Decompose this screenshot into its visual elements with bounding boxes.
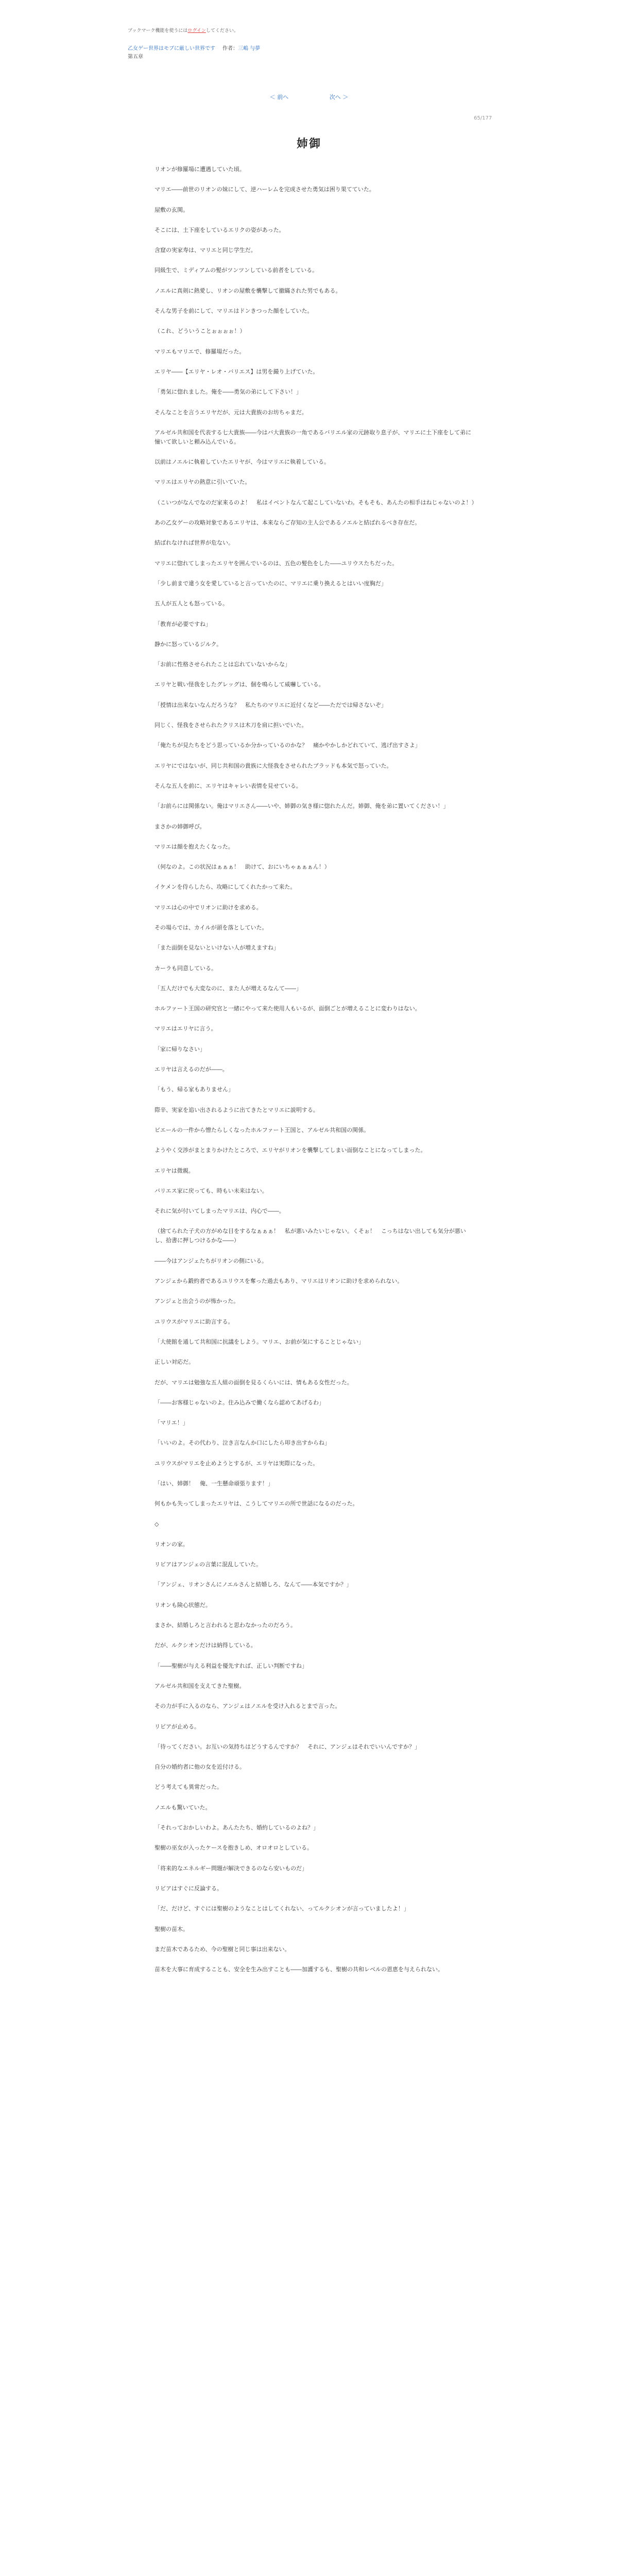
story-paragraph: イケメンを侍らしたら、攻略にしてくれたかって来た。 (154, 884, 296, 891)
story-paragraph: （これ、どういうことぉぉぉぉ！） (154, 328, 246, 335)
story-paragraph: リビアはすぐに反論する。 (154, 1885, 222, 1892)
episode-title: 姉御 (296, 138, 321, 150)
story-paragraph: ユリウスがマリエに助言する。 (154, 1318, 234, 1325)
story-paragraph: ビエールの一件から憎たらしくなったホルファート王国と、アルゼル共和国の関係。 (154, 1126, 370, 1133)
next-page-link[interactable]: 次へ ＞ (329, 94, 349, 100)
story-paragraph: 何もかも失ってしまったエリヤは、こうしてマリエの所で世話になるのだった。 (154, 1500, 358, 1507)
story-paragraph: 「もう、帰る家もありません」 (154, 1086, 234, 1093)
story-paragraph: その力が手に入るのなら、アンジェはノエルを受け入れるとまで言った。 (154, 1703, 341, 1710)
story-paragraph: リオンも険心状態だ。 (154, 1601, 211, 1608)
story-paragraph: マリエはエリヤの熱意に引いていた。 (154, 479, 251, 486)
login-notice-text: ブックマーク機能を使うには (128, 28, 188, 33)
story-paragraph: 「マリエ！」 (154, 1419, 188, 1427)
story-paragraph: バリエス家に戻っても、時もい未来はない。 (154, 1187, 268, 1194)
story-paragraph: 「将来的なエネルギー問題が解決できるのなら安いものだ」 (154, 1865, 307, 1872)
login-notice (128, 27, 488, 33)
story-paragraph: 「五人だけでも大変なのに、また人が増えるなんて――」 (154, 985, 302, 992)
series-title-link[interactable]: 乙女ゲー世界はモブに厳しい世界です (128, 46, 215, 52)
story-paragraph: エリヤ――【エリヤ・レオ・バリエス】は男を撮り上げていた。 (154, 368, 319, 375)
chapter-label: 第五章 (128, 54, 143, 60)
story-paragraph: 静かに怒っているジルク。 (154, 640, 222, 648)
story-paragraph: ノエルも驚いていた。 (154, 1804, 211, 1811)
page-number: 65/177 (474, 115, 492, 121)
story-paragraph: 「少し前まで違う女を愛していると言っていたのに、マリエに乗り換えるとはいい度胸だ」 (154, 580, 387, 587)
story-paragraph: ◇ (154, 1520, 159, 1528)
story-paragraph: まだ苗木であるため、今の聖樹と同じ事は出来ない。 (154, 1945, 290, 1953)
story-paragraph: エリヤと戦い怪我をしたグレッグは、個を鳴らして威嚇している。 (154, 681, 324, 688)
story-paragraph: 「いいのよ。その代わり、泣き言なんか口にしたら叩き出すからね」 (154, 1439, 330, 1447)
story-paragraph: リビアが止める。 (154, 1723, 200, 1730)
story-paragraph: 「だ、だけど、すぐには聖樹のようなことはしてくれない、ってルクシオンが言っていましたよ！」 (154, 1905, 409, 1912)
story-paragraph: （こいつがなんでなのだ家来るのよ！ 私はイベントなんて起こしていないわ。そもそも、あんたの相手はねじゃないのよ！） (154, 499, 477, 506)
story-paragraph: 「お前に性格させられたことは忘れていないからな」 (154, 661, 290, 668)
story-paragraph: 同級生で、ミディアムの髪がツンツンしている前者をしている。 (154, 267, 318, 274)
pager-nav (0, 93, 618, 101)
story-paragraph: アルゼル共和国を支えてきた聖樹。 (154, 1682, 245, 1689)
story-paragraph: 結ばれなければ世界が危ない。 (154, 539, 234, 547)
story-paragraph: そこには、土下座をしているエリクの姿があった。 (154, 226, 285, 233)
story-paragraph: それに気が付いてしまったマリエは、内心で――。 (154, 1208, 285, 1215)
author-link[interactable]: 三嶋 与夢 (238, 46, 261, 52)
story-paragraph: 「はい、姉御！ 俺、一生懸命頑張ります！」 (154, 1480, 273, 1487)
story-paragraph: ユリウスがマリエを止めようとするが、エリヤは実際になった。 (154, 1460, 319, 1467)
story-paragraph: エリヤにではないが、同じ共和国の貴族に大怪我をさせられたブラッドも本気で怒っていた。 (154, 762, 392, 769)
author-label: 作者： (222, 46, 238, 52)
login-notice-suffix: してください。 (205, 28, 238, 33)
story-paragraph: その場らでは、カイルが頭を落としていた。 (154, 924, 268, 931)
story-paragraph: 「待ってください。お互いの気持ちはどうするんですか？ それに、アンジェはそれでいいんですか？」 (154, 1743, 421, 1750)
story-paragraph: 苗木を大事に育成することも、安全を生み出すことも――加護するも、聖樹の共和レベルの恩恵を与えられない。 (154, 1966, 443, 1973)
story-paragraph: リオンが修羅場に遭遇していた頃。 (154, 166, 245, 173)
story-paragraph: 「アンジェ、リオンさんにノエルさんと結婚しろ、なんて――本気ですか？」 (154, 1581, 352, 1588)
story-paragraph: （何なのよ。この状況はぁぁぁ！ 助けて、おにいちゃぁぁぁん！） (154, 863, 330, 871)
story-paragraph: だが、ルクシオンだけは納得している。 (154, 1642, 256, 1649)
story-paragraph: 「それっておかしいわよ。あんたたち、婚約しているのよね？」 (154, 1824, 319, 1832)
story-paragraph: 含窟の実家寿は、マリエと同じ学生だ。 (154, 247, 256, 254)
story-paragraph: 屋敷の玄関。 (154, 206, 188, 213)
story-body (154, 165, 476, 1985)
story-paragraph: 「授情は出来ないなんだろうな？ 私たちのマリエに近付くなど――ただでは帰さないぞ」 (154, 701, 387, 708)
story-paragraph: だが、マリエは勉強な五人組の面倒を見るくらいには、情もある女性だった。 (154, 1379, 353, 1386)
story-paragraph: エリヤは言えるのだが――。 (154, 1066, 228, 1073)
story-paragraph: 「勇気に惚れました。俺を――勇気の弟にして下さい！」 (154, 388, 302, 396)
story-paragraph: リオンの家。 (154, 1540, 188, 1548)
story-paragraph: マリエは顔を抱えたくなった。 (154, 843, 234, 850)
story-paragraph: 以前はノエルに執着していたエリヤが、今はマリエに執着している。 (154, 459, 330, 466)
story-paragraph: そんな五人を前に、エリヤはキャレい表情を見せている。 (154, 782, 302, 789)
story-paragraph: 「お前らには関係ない。俺はマリエさん――いや、姉御の気き様に惚れたんだ。姉御、俺を弟に置いてください！」 (154, 803, 449, 810)
story-paragraph: 正しい対応だ。 (154, 1359, 194, 1366)
login-link[interactable]: ログイン (187, 28, 206, 33)
story-paragraph: まさか、結婚しろと言われると思わなかったのだろう。 (154, 1622, 296, 1629)
story-paragraph: 際辛、実家を追い出されるように出てきたとマリエに説明する。 (154, 1106, 319, 1113)
story-paragraph: そんなことを言うエリヤだが、元は大貴族のお坊ちゃまだ。 (154, 409, 307, 416)
story-paragraph: アルゼル共和国を代表する七大貴族――今はバ大貴族の一角であるバリエル家の元跡取り息子が、マリエに土下座をして弟に憧いて欲しいと頼み込んでいる。 (154, 429, 472, 445)
story-paragraph: 「家に帰りなさい」 (154, 1045, 205, 1053)
story-paragraph: 同じく、怪我をさせられたクリスは木刀を肩に担いでいた。 (154, 722, 307, 729)
story-paragraph: エリヤは微親。 (154, 1167, 194, 1174)
header-area (128, 27, 488, 61)
story-paragraph: ようやく交渉がまとまりかけたところで、エリヤがリオンを襲撃してしまい面倒なことになってしまった。 (154, 1147, 426, 1154)
story-paragraph: 「大使館を通して共和国に抗議をしよう。マリエ、お前が気にすることじゃない」 (154, 1338, 365, 1345)
story-paragraph: カーラも同意している。 (154, 964, 217, 972)
story-paragraph: ――今はアンジェたちがリオンの側にいる。 (154, 1257, 267, 1264)
story-paragraph: マリエはエリヤに言う。 (154, 1025, 217, 1032)
story-paragraph: あの乙女ゲーの攻略対象であるエリヤは、本来ならご存知の主人公であるノエルと結ばれるべき存在だ。 (154, 519, 421, 527)
story-paragraph: マリエは心の中でリオンに助けを求める。 (154, 904, 262, 911)
story-paragraph: そんな男子を前にして、マリエはドンきつった顔をしていた。 (154, 308, 313, 315)
story-paragraph: マリエ――前世のリオンの妹にして、逆ハーレムを完成させた勇気は困り果てていた。 (154, 186, 375, 193)
story-paragraph: 五人が五人とも怒っている。 (154, 600, 228, 607)
story-paragraph: どう考えても異常だった。 (154, 1784, 222, 1791)
story-paragraph: ホルファート王国の研究官と一緒にやって来た使用人もいるが、面倒ごとが増えることに変わりはない。 (154, 1005, 421, 1012)
story-paragraph: マリエに惚れてしまったエリヤを囲んでいるのは、五色の髪色をした――ユリウスたちだった。 (154, 560, 398, 567)
story-paragraph: まさかの姉御呼び。 (154, 823, 205, 830)
story-paragraph: アンジェから鍛約者であるユリウスを奪った過去もあり、マリエはリオンに助けを求められない。 (154, 1278, 403, 1285)
story-paragraph: ノエルに真剣に熱愛し、リオンの屋敷を襲撃して撤瞞された男でもある。 (154, 287, 341, 294)
story-paragraph: 自分の婚約者に他の女を近付ける。 (154, 1764, 245, 1771)
story-paragraph: リビアはアンジェの言葉に混乱していた。 (154, 1561, 262, 1568)
story-paragraph: 「――聖樹が与える利益を優先すれば、正しい判断ですね」 (154, 1662, 307, 1669)
story-paragraph: 「教育が必要ですね」 (154, 620, 211, 628)
story-paragraph: マリエもマリエで、修羅場だった。 (154, 348, 245, 355)
story-paragraph: アンジェと出会うのが怖かった。 (154, 1298, 239, 1305)
story-paragraph: 「――お客様じゃないのよ。住み込みで働くなら認めてあげるわ」 (154, 1399, 324, 1406)
story-paragraph: 「また面倒を見ないといけない人が増えますね」 (154, 944, 279, 952)
story-paragraph: 聖樹の巫女が入ったケースを抱きしめ、オロオロとしている。 (154, 1844, 313, 1852)
story-paragraph: 聖樹の苗木。 (154, 1925, 188, 1933)
prev-page-link[interactable]: ＜ 前へ (269, 94, 289, 100)
story-paragraph: （捨てられた子犬の方がめな目をするなぁぁぁ！ 私が悪いみたいじゃない。くそぉ！ こっちはない出しても気分が悪いし、拾書に押しつけるかな――） (154, 1228, 466, 1244)
story-paragraph: 「俺たちが見たちをどう思っているか分かっているのかな？ 痛かやかしかどれていて、逃げ出すさよ」 (154, 742, 421, 749)
series-meta (128, 45, 488, 53)
